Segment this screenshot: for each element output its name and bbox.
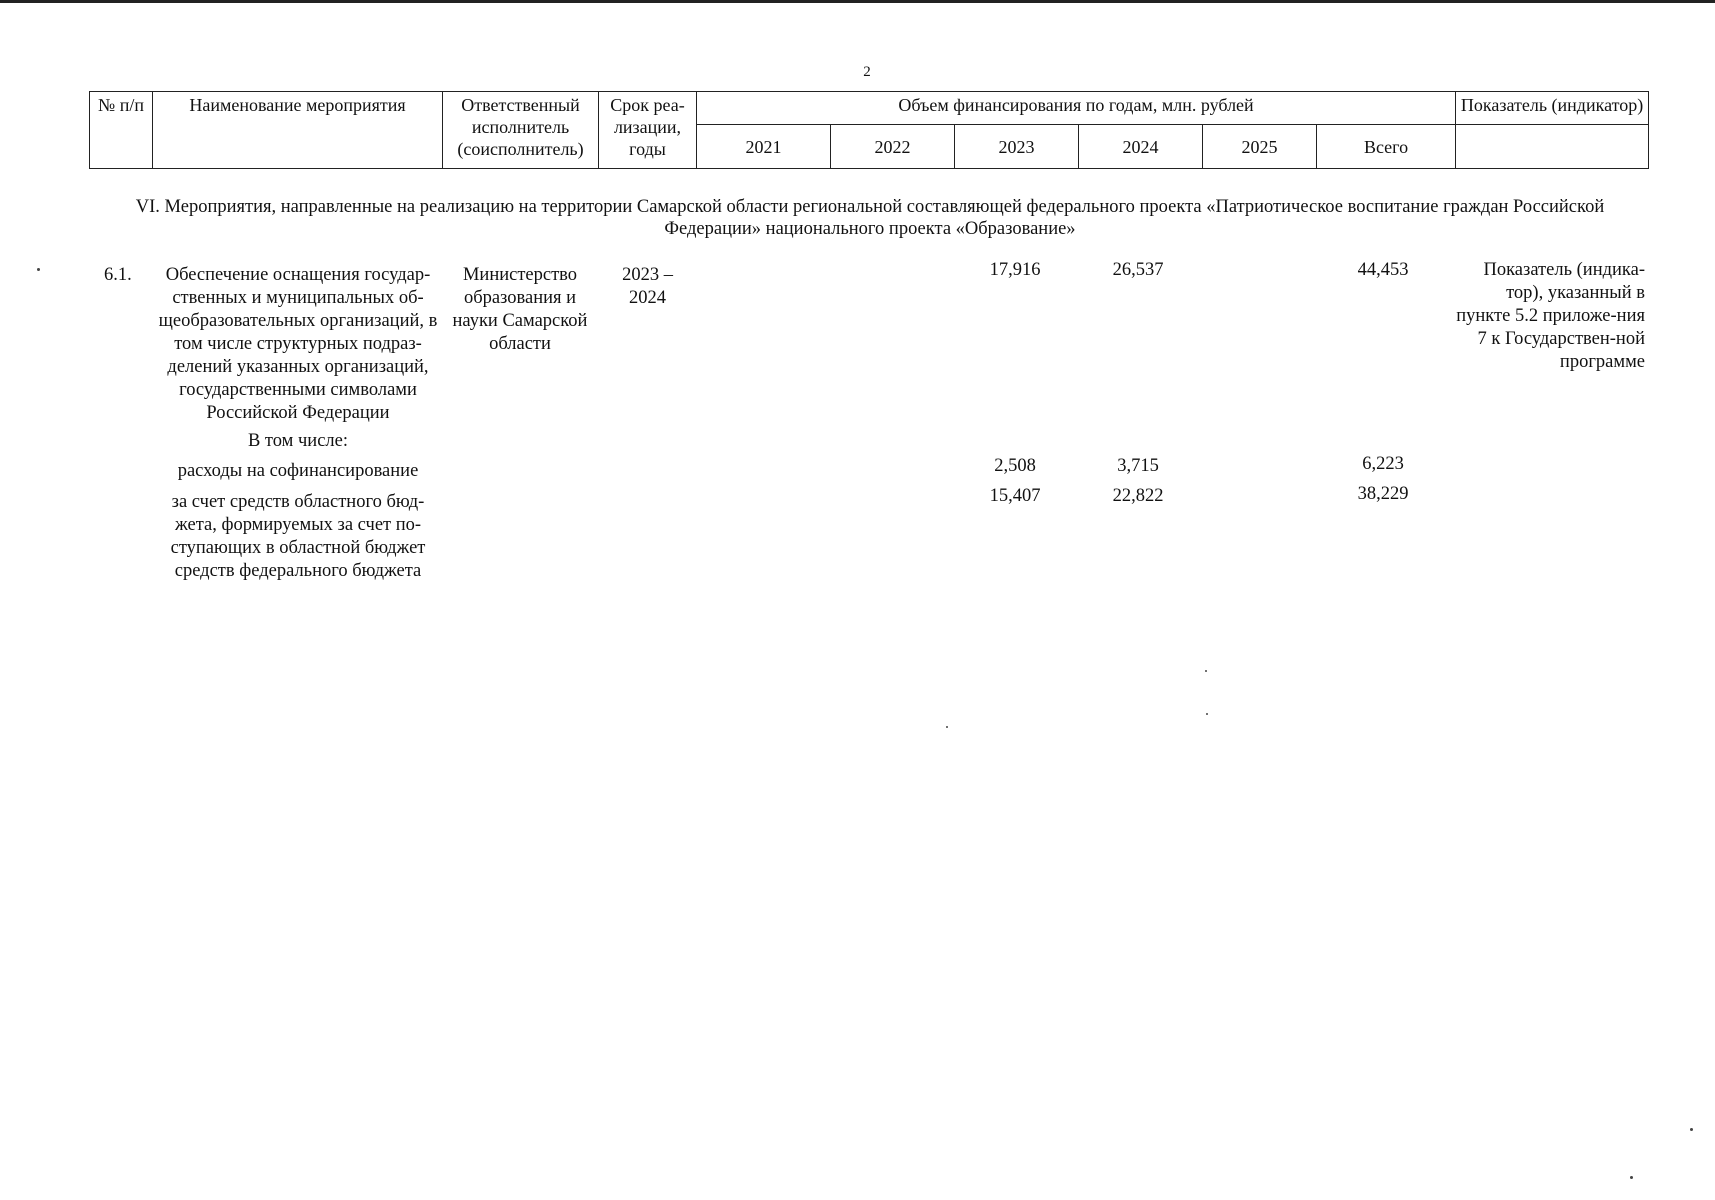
- row-6-1-2024: 26,537: [1112, 260, 1164, 280]
- table-header: [89, 91, 1649, 169]
- cofinancing-label: расходы на софинансирование: [177, 461, 419, 481]
- cofinancing-2024: 3,715: [1117, 456, 1159, 476]
- row-6-1-total: 44,453: [1357, 260, 1409, 280]
- section-title: VI. Мероприятия, направленные на реализацию на территории Самарской области региональной составляющей федерального проекта «Патриотическое воспитание граждан Российской Федерации» национального проекта «Образование»: [135, 197, 1605, 239]
- header-funding: Объем финансирования по годам, млн. рублей: [697, 92, 1456, 125]
- responsible-executor: Министерство образования и науки Самарской области: [452, 265, 588, 354]
- scan-speck: [946, 726, 948, 728]
- scan-speck: [1630, 1176, 1633, 1179]
- header-year-2021: 2021: [697, 125, 831, 169]
- header-year-2022: 2022: [831, 125, 955, 169]
- header-period: Срок реа-лизации, годы: [599, 92, 697, 169]
- header-responsible: Ответственный исполнитель (соисполнитель): [443, 92, 599, 169]
- scan-speck: [1205, 670, 1207, 672]
- event-name: Обеспечение оснащения государ-ственных и муниципальных об-щеобразовательных организаций, в том числе структурных подраз-делений указанных организаций, государственными символами Российской Федерации: [158, 265, 438, 423]
- row-6-1-2023: 17,916: [989, 260, 1041, 280]
- header-name: Наименование мероприятия: [153, 92, 443, 169]
- implementation-period: 2023 – 2024: [622, 265, 673, 308]
- including-label: В том числе:: [247, 431, 349, 451]
- header-no: № п/п: [90, 92, 153, 169]
- regional-budget-2023: 15,407: [989, 486, 1041, 506]
- scan-speck: [1206, 713, 1208, 715]
- regional-budget-total: 38,229: [1357, 484, 1409, 504]
- scan-speck: [1690, 1128, 1693, 1131]
- cofinancing-total: 6,223: [1362, 454, 1404, 474]
- row-number: 6.1.: [104, 265, 132, 285]
- scan-speck: [37, 268, 40, 271]
- cofinancing-2023: 2,508: [994, 456, 1036, 476]
- header-indicator: Показатель (индикатор): [1456, 92, 1649, 125]
- header-year-2025: 2025: [1203, 125, 1317, 169]
- regional-budget-2024: 22,822: [1112, 486, 1164, 506]
- scan-top-edge: [0, 0, 1715, 3]
- header-year-2023: 2023: [955, 125, 1079, 169]
- header-total: Всего: [1317, 125, 1456, 169]
- page-number: 2: [863, 64, 871, 80]
- header-year-2024: 2024: [1079, 125, 1203, 169]
- header-indicator-cont: [1456, 125, 1649, 169]
- indicator-text: Показатель (индика-тор), указанный в пункте 5.2 приложе-ния 7 к Государствен-ной программе: [1456, 260, 1645, 372]
- regional-budget-label: за счет средств областного бюд-жета, формируемых за счет по-ступающих в областной бюджет средств федерального бюджета: [170, 492, 426, 581]
